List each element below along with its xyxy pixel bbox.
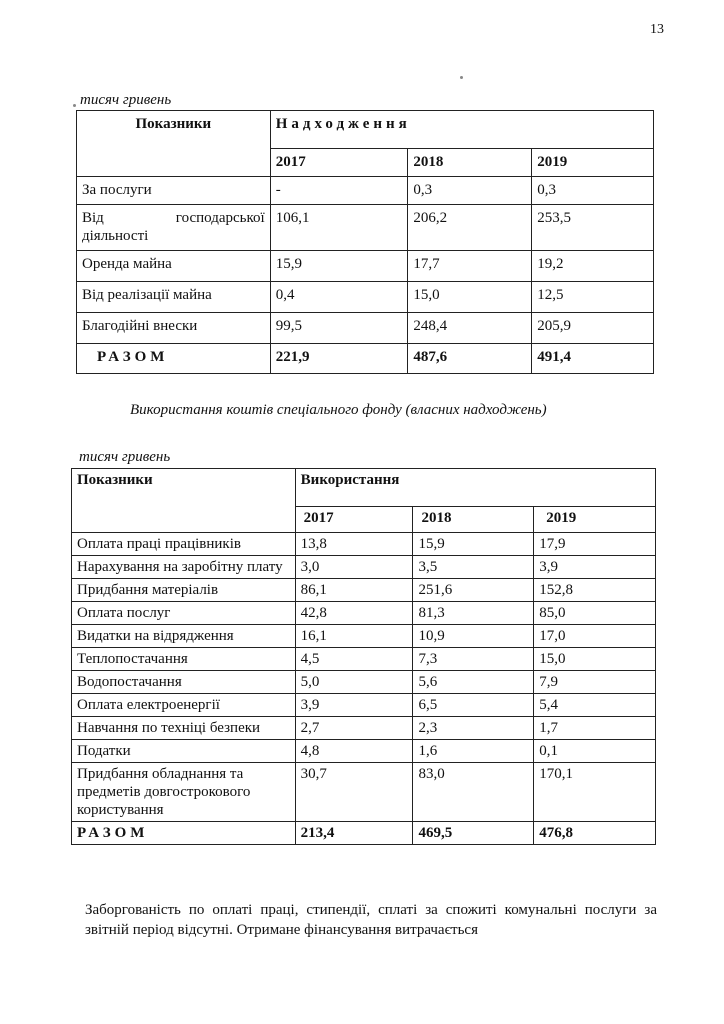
row-label: Придбання обладнання та предметів довгострокового користування [72, 763, 296, 822]
row-label: Від господарської діяльності [77, 205, 271, 251]
cell-value: 3,0 [295, 556, 413, 579]
row-label: За послуги [77, 177, 271, 205]
cell-value: 0,1 [534, 740, 656, 763]
total-row [77, 344, 654, 374]
row-label: Навчання по техніці безпеки [72, 717, 296, 740]
cell-value: 0,3 [532, 177, 654, 205]
cell-value: 170,1 [534, 763, 656, 822]
cell-value: 248,4 [408, 313, 532, 344]
row-label: Благодійні внески [77, 313, 271, 344]
cell-value: 7,9 [534, 671, 656, 694]
total-value: 487,6 [408, 344, 532, 374]
cell-value: 85,0 [534, 602, 656, 625]
row-label: Оплата послуг [72, 602, 296, 625]
row-label: Придбання матеріалів [72, 579, 296, 602]
table1-unit: тисяч гривень [80, 92, 172, 108]
table-row [72, 694, 656, 717]
cell-value: 15,9 [413, 533, 534, 556]
cell-value: 205,9 [532, 313, 654, 344]
table-row [77, 251, 654, 282]
table1-year: 2018 [408, 149, 532, 177]
table-row [77, 313, 654, 344]
cell-value: 4,5 [295, 648, 413, 671]
table-row [72, 671, 656, 694]
cell-value: 3,9 [295, 694, 413, 717]
cell-value: 17,9 [534, 533, 656, 556]
row-label: Від реалізації майна [77, 282, 271, 313]
cell-value: 206,2 [408, 205, 532, 251]
cell-value: 2,3 [413, 717, 534, 740]
total-row [72, 822, 656, 845]
table2-header-label: Показники [72, 469, 296, 533]
table-row [72, 579, 656, 602]
cell-value: 12,5 [532, 282, 654, 313]
table1-year: 2017 [270, 149, 408, 177]
cell-value: 251,6 [413, 579, 534, 602]
total-label: РАЗОМ [72, 822, 296, 845]
table-row [72, 625, 656, 648]
income-table [76, 110, 654, 374]
table2-year: 2017 [295, 507, 413, 533]
body-paragraph: Заборгованість по оплаті праці, стипендії, сплаті за спожиті комунальні послуги за звітній період відсутні. Отримане фінансування витрачається [85, 902, 657, 938]
expenses-table [71, 468, 656, 845]
cell-value: 3,9 [534, 556, 656, 579]
row-label: Нарахування на заробітну плату [72, 556, 296, 579]
row-label: Оренда майна [77, 251, 271, 282]
row-label: Водопостачання [72, 671, 296, 694]
cell-value: 83,0 [413, 763, 534, 822]
cell-value: 3,5 [413, 556, 534, 579]
cell-value: 30,7 [295, 763, 413, 822]
cell-value: 5,6 [413, 671, 534, 694]
row-label: Видатки на відрядження [72, 625, 296, 648]
cell-value: 15,9 [270, 251, 408, 282]
cell-value: 99,5 [270, 313, 408, 344]
row-label: Оплата електроенергії [72, 694, 296, 717]
cell-value: 6,5 [413, 694, 534, 717]
total-value: 476,8 [534, 822, 656, 845]
table-row [72, 556, 656, 579]
table-row [72, 763, 656, 822]
section-caption: Використання коштів спеціального фонду (власних надходжень) [130, 402, 547, 418]
table2-header-group: Використання [295, 469, 655, 507]
row-label: Оплата праці працівників [72, 533, 296, 556]
cell-value: 0,3 [408, 177, 532, 205]
cell-value: 15,0 [408, 282, 532, 313]
total-value: 469,5 [413, 822, 534, 845]
cell-value: 1,7 [534, 717, 656, 740]
table-row [77, 177, 654, 205]
total-value: 213,4 [295, 822, 413, 845]
cell-value: 42,8 [295, 602, 413, 625]
table-row [72, 717, 656, 740]
total-label: РАЗОМ [77, 344, 271, 374]
table-row [72, 533, 656, 556]
scan-speck [73, 104, 76, 107]
cell-value: 7,3 [413, 648, 534, 671]
cell-value: 13,8 [295, 533, 413, 556]
cell-value: 81,3 [413, 602, 534, 625]
total-value: 221,9 [270, 344, 408, 374]
cell-value: 253,5 [532, 205, 654, 251]
table2-year: 2019 [534, 507, 656, 533]
cell-value: 106,1 [270, 205, 408, 251]
cell-value: 4,8 [295, 740, 413, 763]
row-label: Теплопостачання [72, 648, 296, 671]
cell-value: 15,0 [534, 648, 656, 671]
table-row [72, 648, 656, 671]
table-row [77, 282, 654, 313]
page-number: 13 [650, 22, 664, 37]
cell-value: 86,1 [295, 579, 413, 602]
total-value: 491,4 [532, 344, 654, 374]
cell-value: 5,0 [295, 671, 413, 694]
table-row [72, 740, 656, 763]
cell-value: 19,2 [532, 251, 654, 282]
cell-value: - [270, 177, 408, 205]
row-label: Податки [72, 740, 296, 763]
table1-header-group: Надходження [270, 111, 653, 149]
cell-value: 5,4 [534, 694, 656, 717]
table2-unit: тисяч гривень [79, 449, 171, 465]
table-row [72, 602, 656, 625]
cell-value: 2,7 [295, 717, 413, 740]
cell-value: 0,4 [270, 282, 408, 313]
cell-value: 152,8 [534, 579, 656, 602]
table2-year: 2018 [413, 507, 534, 533]
cell-value: 17,7 [408, 251, 532, 282]
cell-value: 10,9 [413, 625, 534, 648]
scan-speck [460, 76, 463, 79]
table1-year: 2019 [532, 149, 654, 177]
cell-value: 16,1 [295, 625, 413, 648]
cell-value: 17,0 [534, 625, 656, 648]
table-row [77, 205, 654, 251]
table1-header-label: Показники [77, 111, 271, 177]
cell-value: 1,6 [413, 740, 534, 763]
